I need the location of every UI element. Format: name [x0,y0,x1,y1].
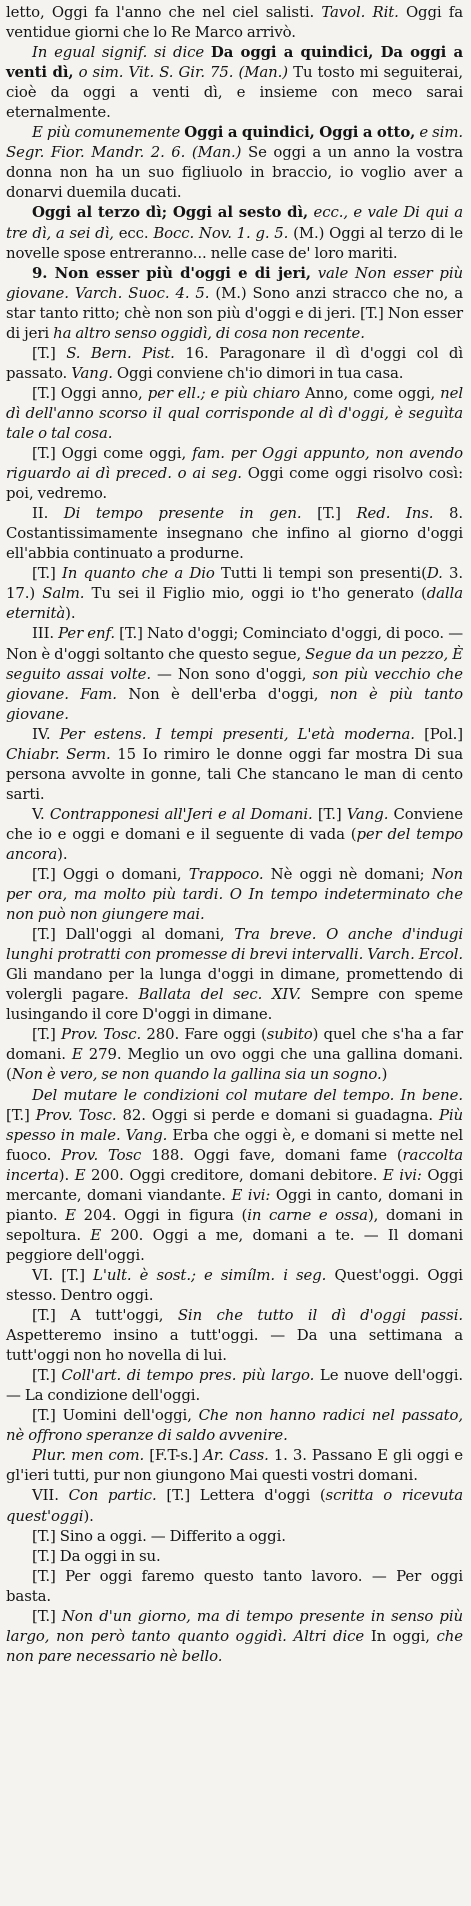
body-text: 188. Oggi fave, domani fame ( [141,1145,403,1164]
body-text: [T.] [32,564,62,583]
body-text: [T.] Dall'oggi al domani, [32,925,235,944]
italic-text: per del tempo ancora [6,824,464,863]
italic-text: Per estens. I tempi presenti, L'età moderna. [59,724,415,743]
body-text: [T.] Oggi anno, [32,383,148,402]
italic-text: Tavol. Rit. [321,3,399,21]
body-text: Oggi come oggi risolvo così: poi, vedremo. [6,464,464,503]
body-text: (M.) Sono anzi stracco che no, a star tanto ritto; chè non son più d'oggi e di jeri. [T.] Non esser di jeri [6,283,464,342]
headword-text: 9. Non esser più d'oggi e di jeri, [32,263,311,282]
body-text: [T.] A tutt'oggi, [32,1306,178,1325]
italic-text: Tra breve. O anche d'indugi lunghi protratti con promesse di brevi intervalli. Varch. Ercol. [6,925,463,964]
italic-text: E [65,1205,76,1224]
italic-text: E [90,1225,102,1244]
italic-text: Non è vero, se non quando la gallina sia un sogno. [11,1065,382,1084]
body-text: 82. Oggi si perde e domani si guadagna. [116,1105,439,1124]
italic-text: non è più tanto giovane. [6,684,463,723]
body-text: — Non sono d'oggi, [151,664,313,683]
body-text: Quest'oggi. Oggi stesso. Dentro oggi. [6,1265,463,1304]
body-text: 204. Oggi in figura ( [75,1205,248,1224]
entry-paragraph [6,864,463,924]
entry-paragraph [6,383,463,443]
italic-text: Ballata del sec. XIV. [138,985,301,1004]
italic-text: Bocc. Nov. 1. g. 5. [153,223,289,242]
entry-paragraph [6,804,463,864]
entry-paragraph [6,623,463,723]
entry-paragraph [6,42,463,122]
italic-text: Che non hanno radici nel passato, nè offrono speranze di saldo avvenire. [6,1406,463,1445]
italic-text: Sin che tutto il dì d'oggi passi. [177,1306,463,1325]
body-text: ). [65,604,76,623]
body-text: IV. [32,724,60,743]
italic-text: E più comunemente [32,123,185,142]
italic-text: E [71,1045,83,1064]
italic-text: fam. per Oggi appunto, non avendo riguardo ai dì preced. o ai seg. [6,444,464,483]
italic-text: Red. Ins. [356,504,434,523]
italic-text: per ell.; e più chiaro [147,383,300,402]
body-text: [F.T-s.] [144,1446,204,1465]
body-text: ecc. [113,223,154,242]
italic-text: e sim. [415,123,463,142]
body-text: Tu tosto mi seguiterai, cioè da oggi a venti dì, e insieme con meco sarai eternalmente. [6,63,463,122]
italic-text: Chiabr. Serm. [6,744,111,763]
body-text: In oggi, [364,1626,437,1645]
body-text: [T.] [32,1025,61,1044]
entry-paragraph [6,924,463,1024]
body-text: Tu sei il Figlio mio, oggi io t'ho generato ( [84,584,427,603]
italic-text: o sim. [73,63,124,82]
italic-text: scritta o ricevuta quest'oggi [6,1486,463,1525]
italic-text: raccolta incerta [6,1145,463,1184]
entry-paragraph [6,1546,463,1566]
entry-paragraph [6,1305,463,1365]
italic-text: son più vecchio che giovane. Fam. [6,664,463,703]
body-text: Oggi mercante, domani viandante. [6,1165,463,1204]
body-text: 16. Paragonare il dì d'oggi col dì passato. [6,343,463,382]
body-text: 279. Meglio un ovo oggi che una gallina domani. ( [6,1045,464,1084]
body-text: 200. Oggi a me, domani a te. — Il domani peggiore dell'oggi. [6,1225,463,1264]
body-text: [T.] Per oggi faremo questo tanto lavoro. — Per oggi basta. [6,1566,463,1605]
body-text: ). [57,844,68,863]
italic-text: S. Bern. Pist. [66,343,175,362]
body-text: 8. Costantissimamente insegnano che infino al giorno d'oggi ell'abbia continuato a produrne. [6,504,463,563]
italic-text: Salm. [42,584,85,603]
italic-text: L'ult. è sost.; e simílm. i seg. [93,1265,327,1284]
italic-text: Ar. Cass. [203,1446,269,1465]
italic-text: Vit. S. Gir. 75. (Man.) [123,63,289,82]
body-text: [T.] Lettera d'oggi ( [156,1486,326,1505]
entry-paragraph [6,1085,463,1265]
body-text: Oggi in canto, domani in pianto. [6,1185,463,1224]
entry-paragraph [6,1445,463,1485]
body-text: Oggi fa ventidue giorni che lo Re Marco arrivò. [6,3,463,42]
body-text: [T.] Uomini dell'oggi, [32,1406,199,1425]
entry-paragraph [6,1265,463,1305]
body-text: Nè oggi nè domani; [263,865,432,884]
entry-paragraph [6,1405,463,1445]
body-text: Oggi conviene ch'io dimori in tua casa. [112,363,404,382]
body-text: VI. [T.] [32,1265,94,1284]
italic-text: Contrapponesi all'Jeri e al Domani. [49,804,313,823]
italic-text: Per enf. [58,624,115,643]
body-text: Le nuove dell'oggi. — La condizione dell'oggi. [6,1366,463,1405]
body-text: [T.] [32,1366,62,1385]
body-text: [Pol.] [414,724,463,743]
italic-text: Con partic. [68,1486,157,1505]
italic-text: Più spesso in male. Vang. [6,1105,464,1144]
italic-text: Prov. Tosc [61,1145,142,1164]
entry-paragraph [6,122,463,202]
entry-paragraph [6,443,463,503]
body-text: [T.] [6,1105,36,1124]
italic-text: ha altro senso oggidì, di cosa non recente. [53,323,365,342]
headword-text: Oggi al terzo dì; Oggi al sesto dì, [32,203,309,222]
italic-text: Vang. [346,804,389,823]
italic-text: Non d'un giorno, ma di tempo presente in senso più largo, non però tanto quanto oggidì. Altri dice [6,1606,463,1645]
body-text: ). [58,1165,75,1184]
body-text: [T.] [32,343,67,362]
italic-text: vale Non esser più giovane. [6,263,463,302]
italic-text: subito [266,1025,313,1044]
body-text: [T.] [301,504,357,523]
entry-paragraph [6,1024,463,1084]
body-text: VII. [32,1486,69,1505]
body-text: Non è dell'erba d'oggi, [116,684,330,703]
headword-text: Da oggi a quindici, Da oggi a venti dì, [6,43,463,82]
italic-text: dalla eternità [6,584,463,623]
body-text: ) [381,1065,388,1084]
entry-paragraph [6,1485,463,1525]
italic-text: Coll'art. di tempo pres. più largo. [61,1366,315,1385]
body-text: 15 Io rimiro le donne oggi far mostra Di sua persona avvolte in gonne, tali Che stancano le man di cento sarti. [6,744,463,803]
entry-paragraph [6,563,463,623]
entry-paragraph [6,343,463,383]
body-text: 200. Oggi creditore, domani debitore. [85,1165,383,1184]
italic-text: E ivi: [382,1165,422,1184]
italic-text: D. [426,564,443,583]
body-text: V. [32,804,50,823]
italic-text: Non per ora, ma molto più tardi. O In tempo indeterminato che non può non giungere mai. [6,865,463,924]
body-text: Se oggi a un anno la vostra donna non ha un suo figliuolo in braccio, io voglio aver a donarvi duemila ducati. [6,143,463,202]
body-text: [T.] [312,804,347,823]
body-text: Conviene che io e oggi e domani e il seguente di vada ( [6,804,464,843]
italic-text: nel dì dell'anno scorso il qual corrisponde al dì d'oggi, è seguìta tale o tal cosa. [6,383,463,442]
body-text: Erba che oggi è, e domani si mette nel fuoco. [6,1125,464,1164]
body-text: Tutti li tempi son presenti( [214,564,427,583]
italic-text: Del mutare le condizioni col mutare del tempo. In bene. [32,1085,463,1104]
entry-paragraph [6,202,463,262]
italic-text: Di tempo presente in gen. [63,504,302,523]
italic-text: E ivi: [231,1185,271,1204]
body-text: Sempre con speme lusingando il core D'oggi in dimane. [6,985,464,1024]
body-text: letto, Oggi fa l'anno che nel ciel salisti. [6,3,322,21]
entry-paragraph [6,263,463,343]
italic-text: In quanto che a Dio [61,564,215,583]
body-text: Aspetteremo insino a tutt'oggi. — Da una settimana a tutt'oggi non ho novella di lui. [6,1326,463,1365]
body-text: III. [32,624,59,643]
body-text: II. [32,504,64,523]
body-text: [T.] Oggi o domani, [32,865,189,884]
body-text: [T.] [32,1606,62,1625]
body-text: ). [83,1506,94,1525]
headword-text: Oggi a quindici, Oggi a otto, [184,123,416,142]
italic-text: Prov. Tosc. [35,1105,117,1124]
body-text: 280. Fare oggi ( [141,1025,267,1044]
entry-paragraph [6,1606,463,1666]
entry-paragraph [6,503,463,563]
italic-text: Varch. Suoc. 4. 5. [68,283,210,302]
body-text: Anno, come oggi, [299,383,441,402]
italic-text: Segue da un pezzo, È seguito assai volte. [6,644,463,683]
body-text: [T.] Oggi come oggi, [32,444,193,463]
body-text: ), domani in sepoltura. [6,1205,463,1244]
body-text: [T.] Nato d'oggi; Cominciato d'oggi, di poco. — Non è d'oggi soltanto che questo segue, [6,624,463,663]
entry-paragraph [6,2,463,42]
italic-text: ecc., e vale Di qui a tre dì, a sei dì, [6,203,463,242]
body-text: 3. 17.) [6,564,464,603]
italic-text: Plur. men com. [32,1446,145,1465]
body-text: (M.) Oggi al terzo di le novelle spose entreranno... nelle case de' loro mariti. [6,223,463,262]
italic-text: Segr. Fior. Mandr. 2. 6. (Man.) [6,143,242,162]
italic-text: in carne e ossa [247,1205,368,1224]
body-text: [T.] Da oggi in su. [32,1546,161,1565]
body-text: ) quel che s'ha a far domani. [6,1025,464,1064]
italic-text: Prov. Tosc. [60,1025,142,1044]
entry-paragraph [6,1365,463,1405]
italic-text: che non pare necessario nè bello. [6,1626,463,1665]
body-text: [T.] Sino a oggi. — Differito a oggi. [32,1526,286,1545]
italic-text: Trappoco. [188,865,264,884]
italic-text: E [74,1165,86,1184]
italic-text: In egual signif. si dice [32,43,211,62]
entry-paragraph [6,1526,463,1546]
entry-paragraph [6,724,463,804]
body-text: 1. 3. Passano E gli oggi e gl'ieri tutti, pur non giungono Mai questi vostri domani. [6,1446,463,1485]
entry-paragraph [6,1566,463,1606]
italic-text: Vang. [71,363,113,382]
body-text: Gli mandano per la lunga d'oggi in dimane, promettendo di volergli pagare. [6,965,463,1004]
